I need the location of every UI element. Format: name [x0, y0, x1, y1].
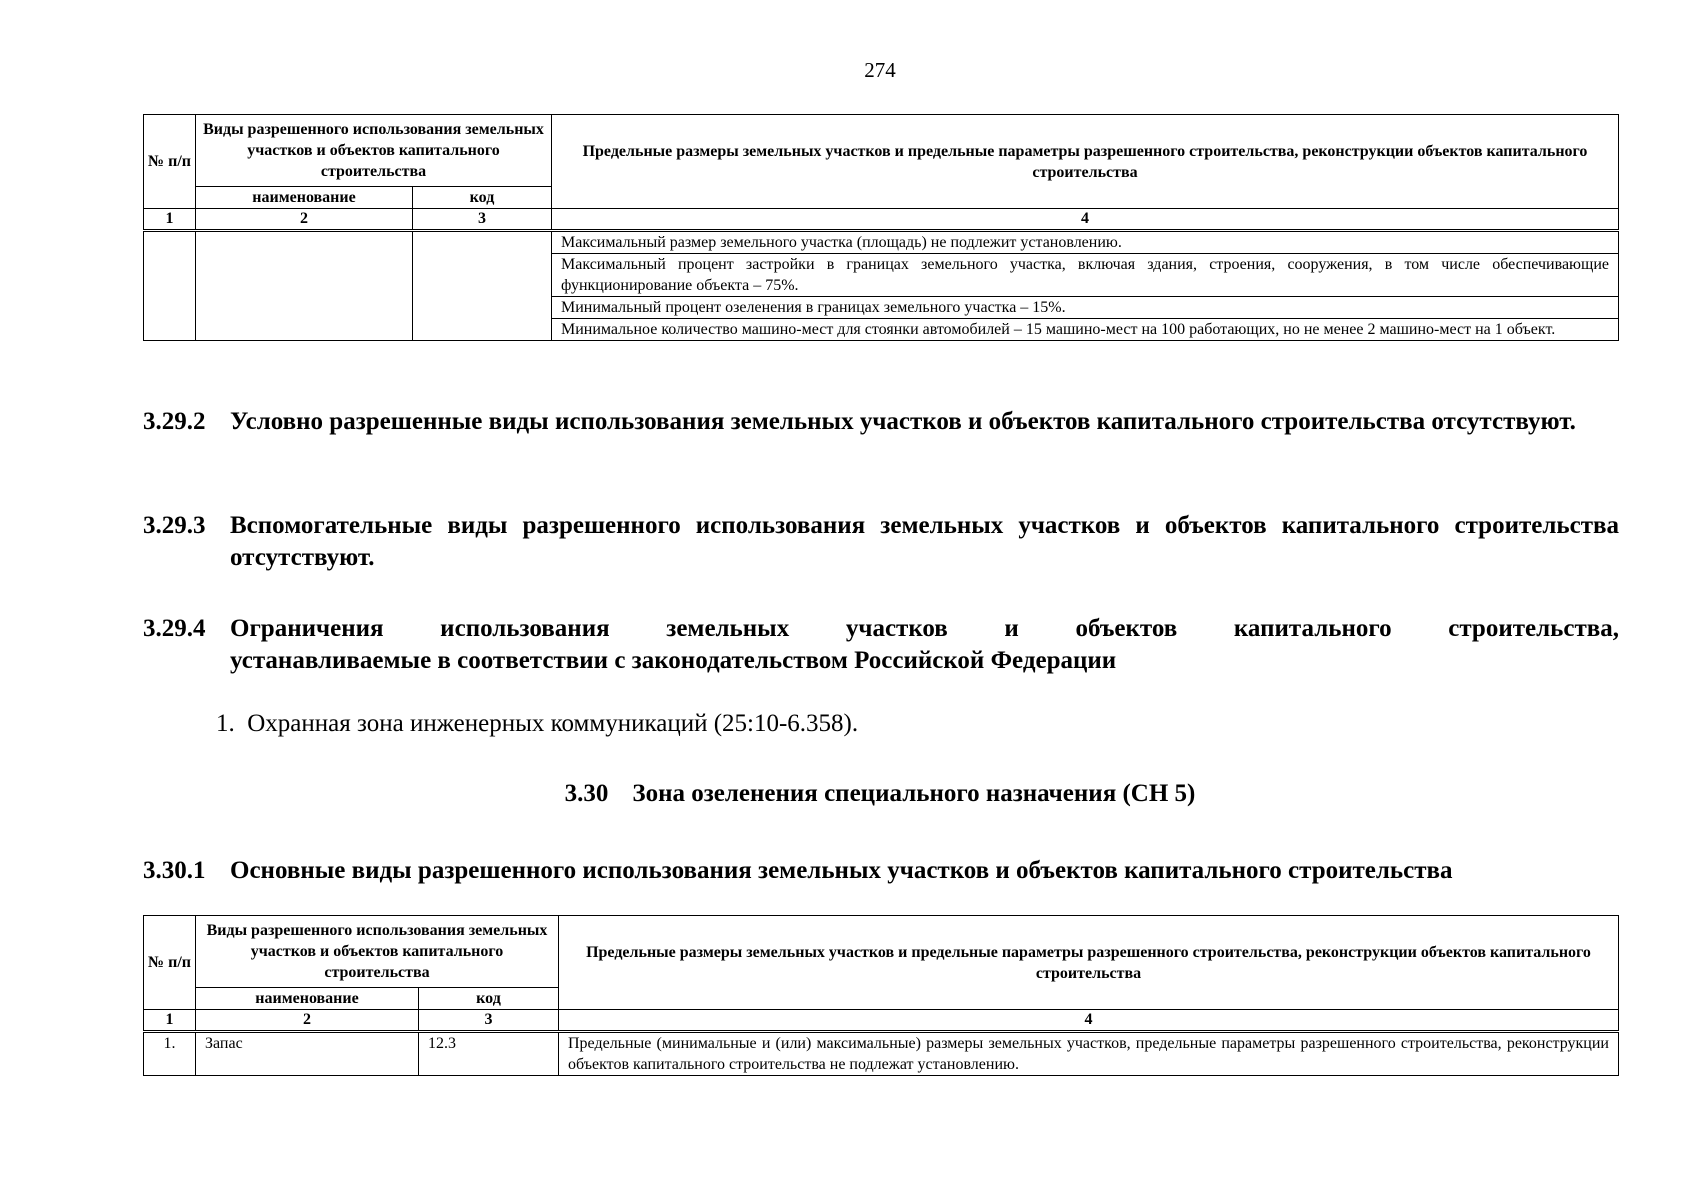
- restriction-list-item: [216, 710, 858, 738]
- header-number: № п/п: [144, 115, 196, 209]
- header-use-types: Виды разрешенного использования земельных участков и объектов капитального строительства: [196, 115, 552, 187]
- section-number: 3.29.4: [143, 615, 206, 642]
- row-code: 12.3: [419, 1032, 559, 1076]
- section-title: Условно разрешенные виды использования земельных участков и объектов капитального строительства отсутствуют.: [230, 408, 1576, 435]
- header-limits: Предельные размеры земельных участков и предельные параметры разрешенного строительства, реконструкции объектов капитального строительства: [559, 916, 1619, 1010]
- zone-heading: [0, 780, 1698, 808]
- zone-number: 3.30: [564, 780, 609, 807]
- zone-title: Зона озеленения специального назначения (СН 5): [632, 780, 1196, 807]
- header-number: № п/п: [144, 916, 196, 1010]
- section-number: 3.29.2: [143, 408, 206, 435]
- section-number: 3.29.3: [143, 512, 206, 539]
- index-cell: 4: [552, 209, 1619, 231]
- index-cell: 3: [413, 209, 552, 231]
- section-title: Основные виды разрешенного использования земельных участков и объектов капитального строительства: [230, 857, 1453, 884]
- section-3-30-1: [143, 855, 1619, 887]
- index-cell: 2: [196, 1010, 419, 1032]
- index-cell: 1: [144, 1010, 196, 1032]
- number-cell: [144, 231, 196, 341]
- section-3-29-2: [143, 406, 1619, 438]
- code-cell: [413, 231, 552, 341]
- header-code: код: [413, 187, 552, 209]
- index-cell: 4: [559, 1010, 1619, 1032]
- section-3-29-3: [143, 510, 1619, 574]
- section-title: Вспомогательные виды разрешенного использования земельных участков и объектов капитального строительства отсутствуют.: [230, 512, 1619, 571]
- header-name: наименование: [196, 988, 419, 1010]
- limit-row: Максимальный процент застройки в границах земельного участка, включая здания, строения, сооружения, в том числе обеспечивающие функционирование объекта – 75%.: [552, 254, 1619, 297]
- row-limits: Предельные (минимальные и (или) максимальные) размеры земельных участков, предельные параметры разрешенного строительства, реконструкции объектов капитального строительства не подлежат установлению.: [559, 1032, 1619, 1076]
- header-name: наименование: [196, 187, 413, 209]
- header-limits: Предельные размеры земельных участков и предельные параметры разрешенного строительства, реконструкции объектов капитального строительства: [552, 115, 1619, 209]
- section-number: 3.30.1: [143, 857, 206, 884]
- limit-row: Минимальный процент озеленения в границах земельного участка – 15%.: [552, 297, 1619, 319]
- index-cell: 2: [196, 209, 413, 231]
- row-name: Запас: [196, 1032, 419, 1076]
- header-code: код: [419, 988, 559, 1010]
- row-number: 1.: [144, 1032, 196, 1076]
- limit-row: Максимальный размер земельного участка (площадь) не подлежит установлению.: [552, 231, 1619, 254]
- list-text: Охранная зона инженерных коммуникаций (25:10-6.358).: [247, 710, 859, 737]
- table-row: [144, 1032, 1619, 1076]
- index-cell: 3: [419, 1010, 559, 1032]
- index-cell: 1: [144, 209, 196, 231]
- name-cell: [196, 231, 413, 341]
- section-title-line-1: Ограничения использования земельных участков и объектов капитального строительства,: [230, 615, 1619, 642]
- page-number: 274: [864, 58, 896, 82]
- section-3-29-4: [143, 613, 1619, 677]
- permitted-use-table-ch5: [143, 915, 1619, 1076]
- limit-row: Минимальное количество машино-мест для стоянки автомобилей – 15 машино-мест на 100 работающих, но не менее 2 машино-мест на 1 объект.: [552, 319, 1619, 341]
- list-marker: 1.: [216, 710, 235, 737]
- header-use-types: Виды разрешенного использования земельных участков и объектов капитального строительства: [196, 916, 559, 988]
- permitted-use-table-continued: [143, 114, 1619, 341]
- section-title-line-2: устанавливаемые в соответствии с законодательством Российской Федерации: [230, 647, 1117, 674]
